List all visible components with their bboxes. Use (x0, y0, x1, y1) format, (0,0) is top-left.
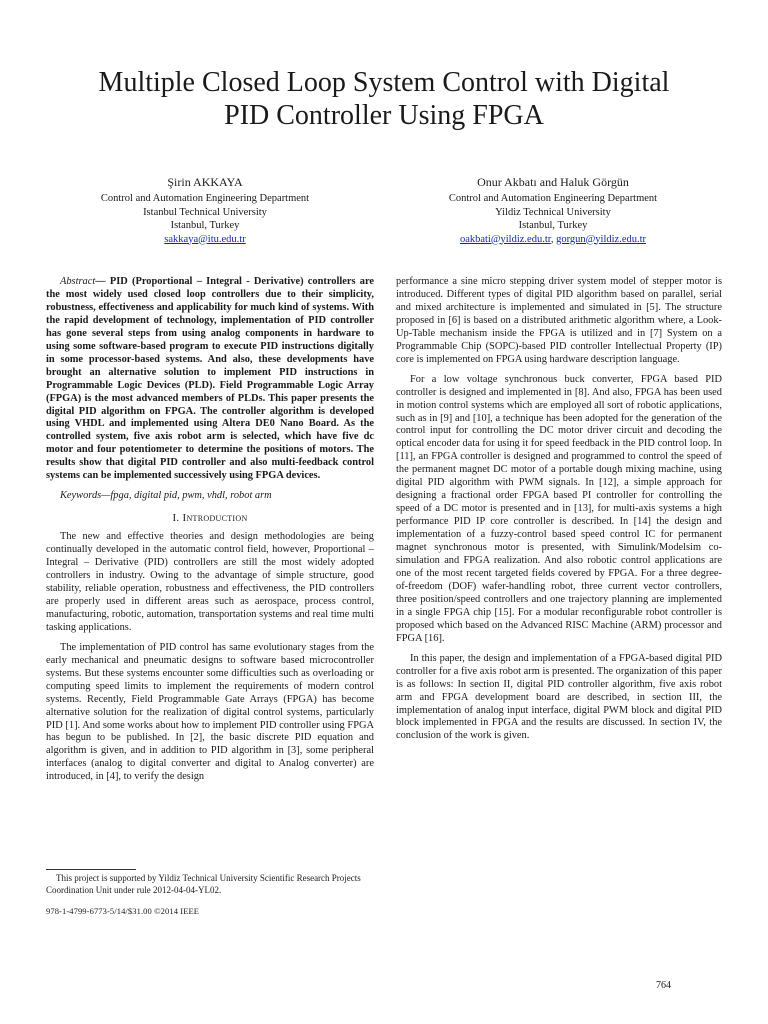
right-paragraph-3: In this paper, the design and implementation of a FPGA-based digital PID controller for a five axis robot arm is presented. The organization of this paper is as follows: In section II, digital PID controller algorithm, five axis robot arm and FPGA development board are described, in section III, the implementation of analog input interface, digital PWM block and digital PID block implemented in FPGA and the results are discussed. In section IV, the conclusion of the work is given. (396, 652, 722, 742)
footnote: This project is supported by Yildiz Technical University Scientific Research Projects Coordination Unit under rule 2012-04-04-YL02. (46, 873, 361, 895)
author-block-left (40, 175, 370, 246)
author-block-right (388, 175, 718, 246)
abstract (46, 276, 374, 483)
author-location: Istanbul, Turkey (518, 220, 588, 231)
intro-paragraph-2: The implementation of PID control has same evolutionary stages from the early mechanical and pneumatic designs to software based microcontroller systems. But these systems encounter some difficulties such as overloading or computing speed limits to implement the requirements of modern control systems. Recently, Field Programmable Gate Arrays (FPGA) has become alternative solution for the realization of digital control systems, particularly PID [1]. And some works about how to implement PID controller using FPGA has begun to be published. In [2], the basic discrete PID equation and algorithm is given, and in addition to PID algorithm in [3], some peripheral interfaces (analog to digital converter and digital to Analog converter) are introduced, in [4], to verify the design (46, 641, 374, 783)
paper-title-line-2: PID Controller Using FPGA (224, 100, 544, 131)
section-heading-introduction: I. Introduction (172, 512, 248, 525)
author-location: Istanbul, Turkey (170, 220, 240, 231)
abstract-label: Abstract (60, 276, 96, 287)
right-paragraph-2: For a low voltage synchronous buck converter, FPGA based PID controller is designed and implemented in [8]. And also, FPGA has been used in motion control systems which are employed all sort of robotic applications, such as in [9] and [10], a technique has been adopted for the generation of the control input for controlling the DC motor driver circuit and decoding the optical encoder data for using it for speed feedback in the PID control loop. In [11], an FPGA controller is designed and programmed to control the speed of the permanent magnet DC motor of a portable dough mixing machine, using digital PID algorithm with PWM signals. In [12], a simple approach for designing a fractional order FPGA based PI controller for controlling the speed of a DC motor is presented and in [13], for multi-axis systems a high performance PID IP core controller is described. In [14] the design and implementation of a fuzzy-control based speed control IC for permanent magnet synchronous motor is presented, with Simulink/Modelsim co-simulation and FPGA realization. And also robotic control applications are one of the most recent targeted fields covered by FPGA. For a three degree-of-freedom (DOF) wafer-handling robot, three current vector controllers, three position/speed controllers and one trajectory planning are implemented in a single FPGA chip [15]. For a modular reconfigurable robot controller is proposed which based on the Advanced RISC Machine (ARM) processor and FPGA [16]. (396, 373, 722, 644)
author-name: Şirin AKKAYA (167, 175, 243, 189)
author-name: Onur Akbatı and Haluk Görgün (477, 175, 629, 189)
right-column (396, 276, 722, 750)
keywords: Keywords—fpga, digital pid, pwm, vhdl, robot arm (60, 490, 272, 502)
left-column (46, 276, 374, 791)
author-university: Istanbul Technical University (143, 206, 267, 218)
right-paragraph-1: performance a sine micro stepping driver system model of stepper motor is introduced. Different types of digital PID algorithm based on parallel, serial and mixed architecture is implemented and simulated in [5]. The structure proposed in [6] is based on a distributed arithmetic algorithm where, a Look-Up-Table mechanism inside the FPGA is utilized and in [7] System on a Programmable Chip (SOPC)-based PID controller Intellectual Property (IP) core is implemented on FPGA using hardware description language. (396, 276, 722, 365)
email-separator: , (550, 233, 557, 245)
paper-title (40, 66, 728, 132)
author-email-link-1[interactable]: oakbati@yildiz.edu.tr (459, 233, 551, 245)
footnote-divider (46, 869, 136, 870)
intro-paragraph-1: The new and effective theories and design methodologies are being continually developed in the automatic control field, however, Proportional – Integral – Derivative (PID) controllers are still the most widely adopted controllers in industry. Owing to the advantage of simple structure, good stability, reliable operation, robustness and effectiveness, the PID controllers are properly used in different areas such as aerospace, process control, manufacturing, robotic, automation, transportation systems and real time multi tasking applications. (46, 531, 374, 633)
abstract-dash: — (95, 276, 110, 287)
author-email-link-2[interactable]: gorgun@yildiz.edu.tr (556, 233, 647, 245)
abstract-text: PID (Proportional – Integral - Derivative) controllers are the most widely used closed loop controllers due to their simplicity, robustness, effectiveness and applicability for much kind of systems. With the rapid development of technology, implementation of PID controller has gone several steps from using analog components in hardware to using some software-based program to execute PID instructions digitally in some processor-based systems. And also, these developments have brought an alternative solution to implement PID instructions in Programmable Logic Devices (PLD). Field Programmable Logic Array (FPGA) is the most advanced members of PLDs. This paper presents the digital PID algorithm on FPGA. The controller algorithm is developed using VHDL and implemented using Altera DE0 Nano Board. As the controlled system, five axis robot arm is selected, which have five dc motor and four potentiometer to determine the positions of motors. The results show that digital PID controller and also multi-feedback control systems can be implemented successively using FPGA devices. (46, 276, 374, 482)
isbn-copyright: 978-1-4799-6773-5/14/$31.00 ©2014 IEEE (46, 906, 200, 916)
author-department: Control and Automation Engineering Department (100, 193, 310, 204)
page-number: 764 (656, 980, 671, 991)
author-department: Control and Automation Engineering Department (448, 193, 658, 204)
paper-title-line-1: Multiple Closed Loop System Control with Digital (98, 67, 670, 98)
author-email-link[interactable]: sakkaya@itu.edu.tr (164, 233, 246, 245)
author-university: Yildiz Technical University (495, 206, 611, 218)
